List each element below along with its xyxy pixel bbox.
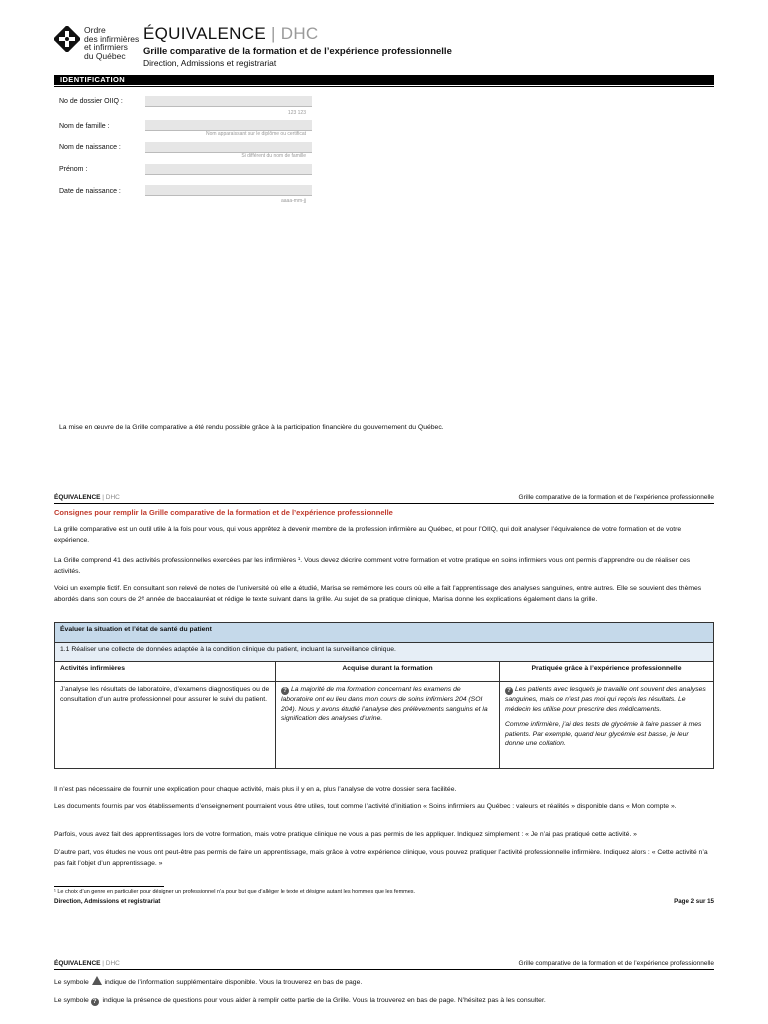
guidance-paragraph: Les documents fournis par vos établissements d’enseignement pourraient vous être utiles, tout comme l’activité d’initiation « Soins infirmiers au Québec : valeurs et réalités » disponible dans « Mon compte ».: [54, 803, 677, 810]
guidance-paragraph: Parfois, vous avez fait des apprentissages lors de votre formation, mais votre pratique clinique ne vous a pas permis de les appliquer. Indiquez simplement : « Je n’ai pas pratiqué cette activité. »: [54, 831, 637, 838]
example-subsection-header: 1.1 Réaliser une collecte de données adaptée à la condition clinique du patient, incluant la surveillance clinique.: [55, 643, 714, 662]
column-header-experience: Pratiquée grâce à l’expérience professionnelle: [500, 662, 714, 682]
column-header-formation: Acquise durant la formation: [276, 662, 500, 682]
table-row: [55, 643, 714, 662]
column-header-activities: Activités infirmières: [55, 662, 276, 682]
symbol-legend-questions: [54, 995, 714, 1006]
symbol-legend-text: indique de l’information supplémentaire disponible. Vous la trouverez en bas de page.: [104, 979, 363, 986]
intro-paragraph: La grille comparative est un outil utile à la fois pour vous, qui vous apprêtez à devenir membre de la profession infirmière au Québec, et pour l’OIIQ, qui doit analyser l’équivalence de votre formation et de votre expérience.: [54, 526, 682, 544]
document-title: [143, 24, 318, 44]
footer-department: Direction, Admissions et registrariat: [54, 898, 161, 905]
guidance-paragraph: Il n’est pas nécessaire de fournir une explication pour chaque activité, mais plus il y en a, plus l’analyse de votre dossier sera facilitée.: [54, 786, 457, 793]
formation-text: La majorité de ma formation concernant les examens de laboratoire ont eu lieu dans mon cours de soins infirmiers 204 (SOI 204). Nous y avons étudié l’analyse des prélèvements sanguins et la signification des analyses d’urine.: [281, 686, 488, 722]
last-name-label: Nom de famille :: [59, 123, 110, 130]
oiiq-cross-logo-icon: [54, 26, 80, 52]
birth-date-label: Date de naissance :: [59, 188, 121, 195]
table-row: [55, 682, 714, 769]
logo-text: [84, 26, 139, 60]
last-name-input[interactable]: [145, 120, 312, 137]
symbol-legend-prefix: Le symbole: [54, 997, 89, 1004]
table-row: [55, 662, 714, 682]
question-icon: ?: [91, 998, 99, 1006]
header-rule: [54, 503, 714, 504]
document-subtitle: Grille comparative de la formation et de l’expérience professionnelle: [143, 46, 452, 57]
footnote-rule: [54, 886, 164, 887]
table-row: [55, 623, 714, 643]
symbol-legend-text: indique la présence de questions pour vous aider à remplir cette partie de la Grille. Vous la trouverez en bas de page. N’hésitez pas à les consulter.: [102, 997, 546, 1004]
experience-cell: [500, 682, 714, 769]
formation-cell: [276, 682, 500, 769]
logo-line: et infirmiers: [84, 42, 128, 52]
running-head-right: Grille comparative de la formation et de l’expérience professionnelle: [518, 960, 714, 967]
logo-line: du Québec: [84, 50, 126, 61]
example-table: [54, 622, 714, 769]
question-icon: ?: [505, 687, 513, 695]
file-number-input[interactable]: [145, 96, 312, 116]
instructions-title: Consignes pour remplir la Grille comparative de la formation et de l’expérience professionnelle: [54, 508, 393, 517]
activity-cell: [55, 682, 276, 769]
first-name-label: Prénom :: [59, 166, 88, 173]
file-number-hint: 123 123: [287, 110, 306, 116]
brand-separator: |: [271, 24, 276, 43]
birth-date-input[interactable]: [145, 185, 312, 204]
logo-line: des infirmières: [84, 33, 140, 44]
oiiq-logo: [54, 26, 154, 68]
first-name-input[interactable]: [145, 164, 312, 175]
warning-icon: [92, 976, 102, 985]
intro-paragraph: La Grille comprend 41 des activités professionnelles exercées par les infirmières ¹. Vous devez décrire comment votre formation et votre pratique en soins infirmiers vous ont permis d’apprendre ou de réaliser ces activités.: [54, 557, 691, 575]
birth-name-hint: Si différent du nom de famille: [241, 153, 306, 159]
running-head-right: Grille comparative de la formation et de l’expérience professionnelle: [518, 494, 714, 501]
section-divider: [54, 86, 714, 87]
last-name-hint: Nom apparaissant sur le diplôme ou certificat: [205, 131, 306, 137]
guidance-paragraph: D’autre part, vos études ne vous ont peut-être pas permis de faire un apprentissage, mais grâce à votre expérience clinique, vous pouvez pratiquer l’activité professionnelle infirmière. Indiquez alors : « Cette activité n’a pas fait l’objet d’un apprentissage. »: [54, 849, 708, 867]
funding-note: La mise en œuvre de la Grille comparative a été rendu possible grâce à la participation financière du gouvernement du Québec.: [59, 424, 444, 431]
birth-date-hint: aaaa-mm-jj: [280, 198, 306, 204]
running-head-sub: | DHC: [102, 960, 120, 967]
brand-main: ÉQUIVALENCE: [143, 24, 266, 43]
symbol-legend-info: [54, 976, 714, 988]
running-head-main: ÉQUIVALENCE: [54, 494, 101, 501]
birth-name-label: Nom de naissance :: [59, 144, 121, 151]
logo-line: Ordre: [84, 25, 106, 35]
running-head-left: [54, 960, 120, 967]
identification-section-bar: IDENTIFICATION: [54, 75, 714, 85]
file-number-label: No de dossier OIIQ :: [59, 98, 123, 105]
footnote: ¹ Le choix d’un genre en particulier pour désigner un professionnel n’a pour but que d’alléger le texte et désigne autant les hommes que les femmes.: [54, 889, 416, 895]
experience-text: Les patients avec lesquels je travaille ont souvent des analyses sanguines, mais ce n’est pas moi qui reçois les résultats. Le médecin les utilise pour prescrire des médicaments.: [505, 686, 706, 713]
experience-text: Comme infirmière, j’ai des tests de glycémie à faire passer à mes patients. Par exemple, quand leur glycémie est basse, je leur donne une collation.: [505, 721, 702, 747]
brand-sub: DHC: [280, 24, 319, 43]
question-icon: ?: [281, 687, 289, 695]
page-number: Page 2 sur 15: [674, 898, 714, 905]
running-head-left: [54, 494, 120, 501]
intro-paragraph: Voici un exemple fictif. En consultant son relevé de notes de l’université où elle a étudié, Marisa se remémore les cours où elle a fait l’apprentissage des analyses sanguines, entre autres. Elle se souvient des thèmes abordés dans son cours de 2ᵉ année de baccalauréat et rédige le texte suivant dans la grille. Au sujet de sa pratique clinique, Marisa donne les explications également dans la grille.: [54, 585, 702, 603]
example-section-header: Évaluer la situation et l’état de santé du patient: [55, 623, 714, 643]
activity-text: J’analyse les résultats de laboratoire, d’examens diagnostiques ou de consultation d’un autre professionnel pour assurer le suivi du patient.: [60, 686, 270, 703]
birth-name-input[interactable]: [145, 142, 312, 159]
running-head-sub: | DHC: [102, 494, 120, 501]
department-name: Direction, Admissions et registrariat: [143, 58, 277, 68]
symbol-legend-prefix: Le symbole: [54, 979, 89, 986]
header-rule: [54, 969, 714, 970]
running-head-main: ÉQUIVALENCE: [54, 960, 101, 967]
